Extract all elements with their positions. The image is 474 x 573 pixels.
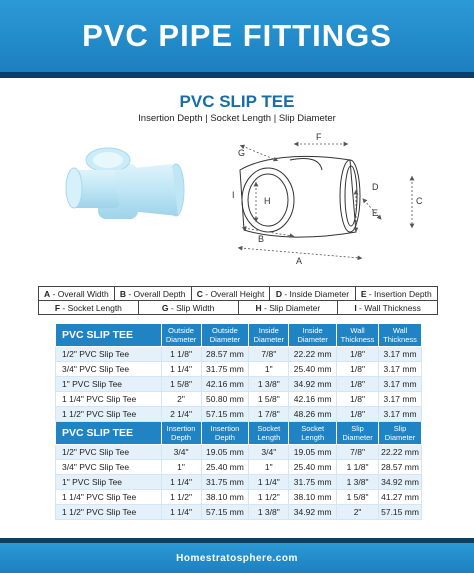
table-cell: 57.15 mm [201,505,249,520]
legend-text: - Inside Diameter [282,288,350,299]
table-title: PVC SLIP TEE [56,422,162,445]
table-cell: 1 1/8" [161,347,201,362]
column-header: Socket Length [289,422,337,445]
table-cell: 1 1/4" [161,475,201,490]
legend-letter: B [119,288,126,299]
table-header-row [56,422,422,445]
legend-letter: A [44,288,51,299]
table-cell: 1 7/8" [249,407,289,422]
row-label: 3/4" PVC Slip Tee [56,362,162,377]
table-cell: 1/8" [337,392,379,407]
label-f: F [316,132,322,142]
table-cell: 1 5/8" [249,392,289,407]
legend-text: - Slip Diameter [261,302,321,313]
table-cell: 28.57 mm [201,347,249,362]
column-header: Insertion Depth [161,422,201,445]
legend-row [39,301,438,315]
column-header: Inside Diameter [289,324,337,347]
label-b: B [258,234,265,244]
table-cell: 1" [249,362,289,377]
row-label: 1 1/2" PVC Slip Tee [56,407,162,422]
spec-table [55,323,422,520]
table-cell: 3/4" [161,445,201,460]
label-h: H [264,196,271,206]
section-title: PVC SLIP TEE [179,92,295,111]
table-cell: 42.16 mm [201,377,249,392]
label-c: C [416,196,423,206]
column-header: Socket Length [249,422,289,445]
legend-e [355,287,438,301]
table-cell: 41.27 mm [379,490,422,505]
table-cell: 34.92 mm [379,475,422,490]
table-title: PVC SLIP TEE [56,324,162,347]
table-cell: 1/8" [337,362,379,377]
table-cell: 31.75 mm [289,475,337,490]
table-cell: 1 3/8" [249,377,289,392]
table-cell: 2 1/4" [161,407,201,422]
table-row [56,490,422,505]
legend-h [238,301,338,315]
row-label: 1 1/4" PVC Slip Tee [56,392,162,407]
section-caption: Insertion Depth | Socket Length | Slip Diameter [138,113,336,124]
table-cell: 3.17 mm [379,392,422,407]
label-d: D [372,182,379,192]
legend-a [39,287,115,301]
table-cell: 1 3/8" [249,505,289,520]
table-cell: 1/8" [337,347,379,362]
table-cell: 19.05 mm [289,445,337,460]
label-i: I [232,190,235,200]
table-cell: 25.40 mm [289,362,337,377]
table-cell: 57.15 mm [379,505,422,520]
table-cell: 1 1/2" [249,490,289,505]
legend-text: - Overall Depth [125,288,186,299]
table-cell: 2" [337,505,379,520]
column-header: Insertion Depth [201,422,249,445]
row-label: 1 1/2" PVC Slip Tee [56,505,162,520]
legend-d [270,287,355,301]
table-cell: 1/8" [337,407,379,422]
table-cell: 22.22 mm [379,445,422,460]
legend-letter: F [54,302,61,313]
legend-i [338,301,438,315]
table-header-row [56,324,422,347]
table-cell: 57.15 mm [201,407,249,422]
legend-text: - Overall Height [202,288,265,299]
legend-b [114,287,191,301]
table-cell: 7/8" [337,445,379,460]
label-a: A [296,256,303,266]
table-cell: 1" [249,460,289,475]
column-header: Outside Diameter [201,324,249,347]
dimension-legend [38,286,438,301]
table-cell: 1/8" [337,377,379,392]
table-row [56,460,422,475]
table-cell: 31.75 mm [201,362,249,377]
tee-photo [66,148,184,219]
table-row [56,347,422,362]
table-cell: 22.22 mm [289,347,337,362]
table-cell: 28.57 mm [379,460,422,475]
table-cell: 42.16 mm [289,392,337,407]
table-cell: 34.92 mm [289,377,337,392]
page-footer [0,538,474,573]
table-cell: 50.80 mm [201,392,249,407]
legend-g [138,301,238,315]
legend-text: - Socket Length [60,302,122,313]
table-cell: 3.17 mm [379,407,422,422]
table-cell: 1 1/4" [161,505,201,520]
table-cell: 1 5/8" [337,490,379,505]
legend-letter: I [354,302,357,313]
legend-c [191,287,270,301]
label-g: G [238,148,246,158]
table-cell: 38.10 mm [201,490,249,505]
table-cell: 1 1/8" [337,460,379,475]
column-header: Inside Diameter [249,324,289,347]
table-row [56,475,422,490]
table-cell: 1 1/4" [249,475,289,490]
table-cell: 2" [161,392,201,407]
table-cell: 19.05 mm [201,445,249,460]
table-cell: 3.17 mm [379,347,422,362]
column-header: Wall Thickness [337,324,379,347]
table-row [56,407,422,422]
table-cell: 7/8" [249,347,289,362]
table-cell: 34.92 mm [289,505,337,520]
column-header: Slip Diameter [337,422,379,445]
legend-letter: C [196,288,203,299]
table-cell: 48.26 mm [289,407,337,422]
legend-text: - Wall Thickness [356,302,421,313]
table-row [56,377,422,392]
table-row [56,505,422,520]
row-label: 1 1/4" PVC Slip Tee [56,490,162,505]
table-cell: 1" [161,460,201,475]
table-cell: 31.75 mm [201,475,249,490]
tee-line-drawing [240,156,360,237]
table-cell: 38.10 mm [289,490,337,505]
legend-letter: G [161,302,169,313]
column-header: Slip Diameter [379,422,422,445]
table-cell: 3/4" [249,445,289,460]
table-row [56,392,422,407]
legend-text: - Overall Width [50,288,109,299]
footer-site: Homestratosphere.com [176,552,298,564]
table-cell: 1 3/8" [337,475,379,490]
row-label: 1" PVC Slip Tee [56,377,162,392]
legend-letter: D [275,288,282,299]
legend-text: - Slip Width [168,302,215,313]
row-label: 3/4" PVC Slip Tee [56,460,162,475]
table-row [56,362,422,377]
legend-letter: E [360,288,367,299]
table-cell: 25.40 mm [201,460,249,475]
table-cell: 3.17 mm [379,377,422,392]
row-label: 1/2" PVC Slip Tee [56,445,162,460]
column-header: Wall Thickness [379,324,422,347]
table-cell: 1 1/4" [161,362,201,377]
legend-letter: H [255,302,262,313]
table-row [56,445,422,460]
slip-tee-diagram [60,130,440,280]
label-e: E [372,208,379,218]
table-cell: 25.40 mm [289,460,337,475]
dimension-legend-row2 [38,300,438,315]
table-cell: 1 1/2" [161,490,201,505]
table-cell: 1 5/8" [161,377,201,392]
column-header: Outside Diameter [161,324,201,347]
legend-f [39,301,139,315]
legend-text: - Insertion Depth [366,288,432,299]
table-cell: 3.17 mm [379,362,422,377]
page-header [0,0,474,78]
legend-row [39,287,438,301]
row-label: 1/2" PVC Slip Tee [56,347,162,362]
page-title: PVC PIPE FITTINGS [82,18,392,53]
row-label: 1" PVC Slip Tee [56,475,162,490]
